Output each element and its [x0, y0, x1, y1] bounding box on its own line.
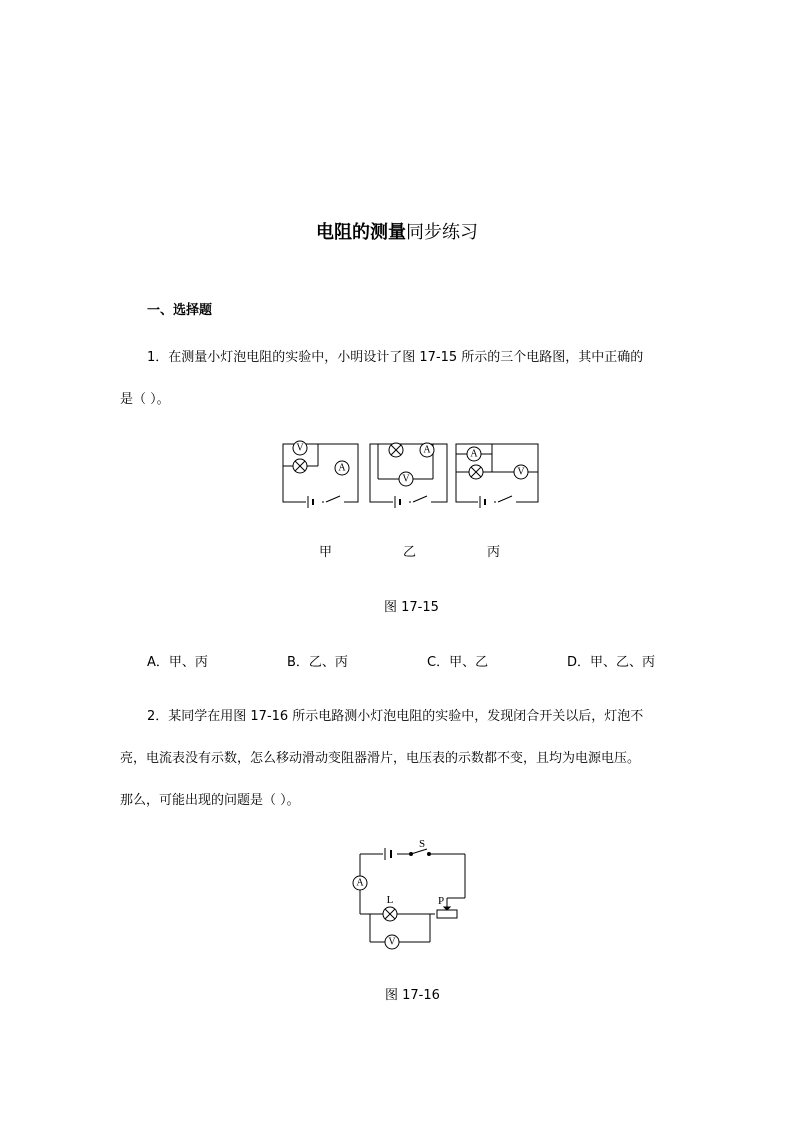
- switch-label: S: [418, 838, 426, 850]
- title-bold: 电阻的测量: [316, 222, 406, 243]
- option-d: D．甲、乙、丙: [567, 655, 656, 670]
- meter-symbol: A: [338, 462, 346, 474]
- circuit-bing: [456, 444, 538, 508]
- figure-17-16: [325, 836, 475, 956]
- section-heading: 一、选择题: [147, 303, 213, 318]
- figure-caption: 图 17-15: [384, 600, 439, 615]
- meter-symbol: V: [296, 442, 304, 454]
- meter-symbol: A: [470, 448, 478, 460]
- rheostat-icon: [437, 910, 457, 918]
- meter-symbol: V: [388, 936, 396, 948]
- lamp-label: L: [386, 894, 394, 906]
- circuit-label: 甲: [319, 545, 333, 560]
- circuit-label: 乙: [403, 545, 417, 560]
- circuit-jia: [283, 441, 358, 508]
- meter-symbol: V: [517, 466, 525, 478]
- option-a: A．甲、丙: [147, 655, 208, 670]
- option-c: C．甲、乙: [427, 655, 489, 670]
- question-1-line-1: 1．在测量小灯泡电阻的实验中，小明设计了图 17-15 所示的三个电路图，其中正确的: [147, 350, 644, 365]
- question-1-line-2: 是（ ）。: [120, 392, 170, 407]
- meter-symbol: A: [423, 444, 431, 456]
- question-2-line-3: 那么，可能出现的问题是（ ）。: [120, 793, 300, 808]
- figure-caption: 图 17-16: [385, 988, 440, 1003]
- circuit-label: 丙: [487, 545, 501, 560]
- question-2-line-2: 亮，电流表没有示数，怎么移动滑动变阻器滑片，电压表的示数都不变，且均为电源电压。: [120, 751, 641, 766]
- question-2-line-1: 2．某同学在用图 17-16 所示电路测小灯泡电阻的实验中，发现闭合开关以后，灯泡不: [147, 709, 644, 724]
- slider-label: P: [437, 895, 445, 907]
- meter-symbol: V: [402, 473, 410, 485]
- title-normal: 同步练习: [406, 222, 478, 243]
- meter-symbol: A: [356, 877, 364, 889]
- option-b: B．乙、丙: [287, 655, 348, 670]
- figure-17-15: [278, 434, 548, 514]
- page-title: [0, 218, 794, 244]
